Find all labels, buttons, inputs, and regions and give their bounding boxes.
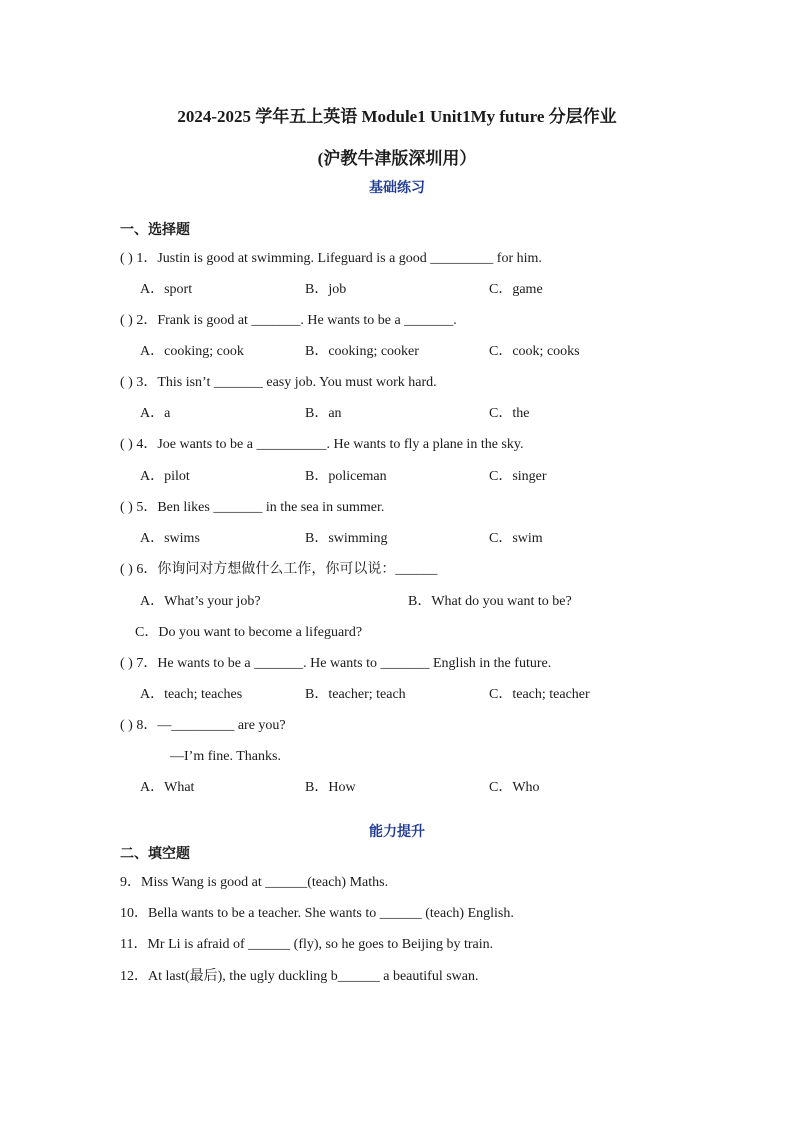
option-c: C．Do you want to become a lifeguard? — [135, 625, 363, 640]
question-stem: ( ) 5．Ben likes _______ in the sea in summer. — [120, 500, 385, 515]
option-b: B．swimming — [305, 531, 388, 546]
option-c: C．Who — [489, 780, 540, 795]
question-stem: ( ) 7．He wants to be a _______. He wants to _______ English in the future. — [120, 656, 552, 671]
part2-heading: 二、填空题 — [120, 847, 190, 862]
question-stem: ( ) 2．Frank is good at _______. He wants to be a _______. — [120, 313, 457, 328]
section-basic-heading: 基础练习 — [369, 181, 425, 196]
fill-item: 12．At last(最后), the ugly duckling b______ a beautiful swan. — [120, 969, 479, 984]
option-a: A．pilot — [140, 469, 190, 484]
option-a: A．What’s your job? — [140, 594, 261, 609]
question-stem: ( ) 8．—_________ are you? — [120, 718, 286, 733]
option-a: A．What — [140, 780, 195, 795]
option-c: C．swim — [489, 531, 543, 546]
option-b: B．cooking; cooker — [305, 344, 419, 359]
page-subtitle: (沪教牛津版深圳用） — [317, 149, 477, 168]
option-c: C．cook; cooks — [489, 344, 580, 359]
option-a: A．sport — [140, 282, 193, 297]
section-advanced-heading: 能力提升 — [369, 825, 425, 840]
option-b: B．teacher; teach — [305, 687, 406, 702]
option-b: B．How — [305, 780, 356, 795]
option-b: B．What do you want to be? — [408, 594, 572, 609]
option-b: B．job — [305, 282, 347, 297]
option-a: A．a — [140, 406, 171, 421]
option-a: A．cooking; cook — [140, 344, 244, 359]
option-b: B．policeman — [305, 469, 387, 484]
fill-item: 9．Miss Wang is good at ______(teach) Maths. — [120, 875, 389, 890]
option-a: A．swims — [140, 531, 200, 546]
option-c: C．singer — [489, 469, 547, 484]
option-c: C．game — [489, 282, 543, 297]
dialogue-reply: —I’m fine. Thanks. — [170, 749, 281, 764]
question-stem: ( ) 6．你询问对方想做什么工作，你可以说：______ — [120, 562, 438, 577]
option-c: C．the — [489, 406, 530, 421]
fill-item: 10．Bella wants to be a teacher. She wants to ______ (teach) English. — [120, 906, 514, 921]
option-a: A．teach; teaches — [140, 687, 243, 702]
page-title: 2024-2025 学年五上英语 Module1 Unit1My future 分层作业 — [177, 107, 617, 126]
part1-heading: 一、选择题 — [120, 223, 190, 238]
question-stem: ( ) 4．Joe wants to be a __________. He wants to fly a plane in the sky. — [120, 437, 524, 452]
option-b: B．an — [305, 406, 342, 421]
fill-item: 11．Mr Li is afraid of ______ (fly), so he goes to Beijing by train. — [120, 937, 494, 952]
option-c: C．teach; teacher — [489, 687, 590, 702]
question-stem: ( ) 3．This isn’t _______ easy job. You must work hard. — [120, 375, 437, 390]
question-stem: ( ) 1．Justin is good at swimming. Lifeguard is a good _________ for him. — [120, 251, 542, 266]
